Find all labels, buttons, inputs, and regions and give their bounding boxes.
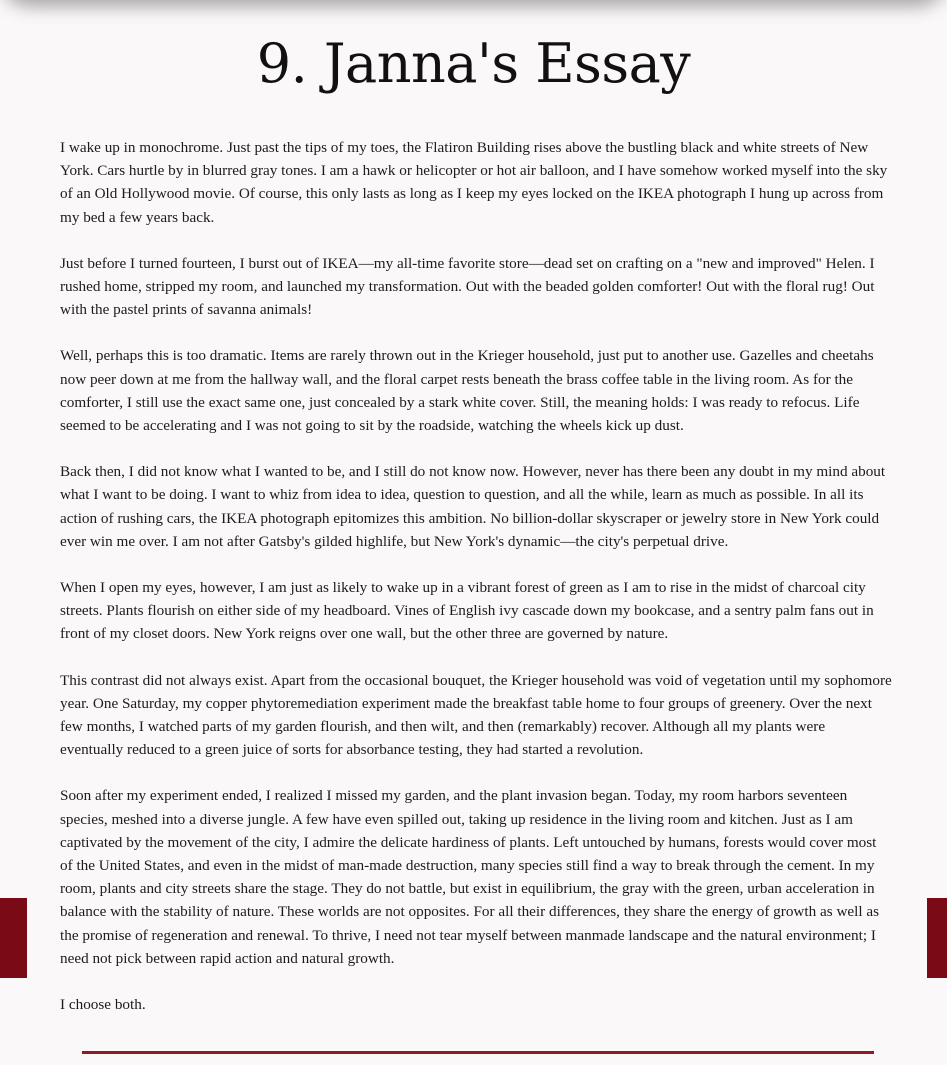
essay-paragraph: When I open my eyes, however, I am just as likely to wake up in a vibrant forest of green as I am to rise in the midst of charcoal city streets. Plants flourish on either side of my headboard. Vines of English ivy cascade down my bookcase, and a sentry palm fans out in front of my closet doors. New York reigns over one wall, but the other three are governed by nature. xyxy=(60,579,874,643)
essay-paragraph: Well, perhaps this is too dramatic. Items are rarely thrown out in the Krieger household, just put to another use. Gazelles and cheetahs now peer down at me from the hallway wall, and the floral carpet rests beneath the brass coffee table in the living room. As for the comforter, I still use the exact same one, just concealed by a stark white cover. Still, the meaning holds: I was ready to refocus. Life seemed to be accelerating and I was not going to sit by the roadside, watching the wheels kick up dust. xyxy=(60,347,874,435)
essay-paragraph: I wake up in monochrome. Just past the tips of my toes, the Flatiron Building rises above the bustling black and white streets of New York. Cars hurtle by in blurred gray tones. I am a hawk or helicopter or hot air balloon, and I have somehow worked myself into the sky of an Old Hollywood movie. Of course, this only lasts as long as I keep my eyes locked on the IKEA photograph I hung up across from my bed a few years back. xyxy=(60,139,888,226)
page-title: 9. Janna's Essay xyxy=(256,32,691,95)
right-side-tab[interactable] xyxy=(927,898,947,978)
essay-paragraph: Soon after my experiment ended, I realized I missed my garden, and the plant invasion began. Today, my room harbors seventeen species, meshed into a diverse jungle. A few have even spilled out, taking up residence in the living room and kitchen. Just as I am captivated by the movement of the city, I admire the delicate hardiness of plants. Left untouched by humans, forests would cover most of the United States, and even in the midst of man-made destruction, many species still find a way to break through the cement. In my room, plants and city streets share the stage. They do not battle, but exist in equilibrium, the gray with the green, urban acceleration in balance with the stability of nature. These worlds are not opposites. For all their differences, they share the energy of growth as well as the promise of regeneration and renewal. To thrive, I need not tear myself between manmade landscape and the natural environment; I need not pick between rapid action and natural growth. xyxy=(60,787,880,967)
essay-paragraph: Just before I turned fourteen, I burst out of IKEA—my all-time favorite store—dead set on crafting on a "new and improved" Helen. I rushed home, stripped my room, and launched my transformation. Out with the beaded golden comforter! Out with the floral rug! Out with the pastel prints of savanna animals! xyxy=(60,254,875,319)
bottom-divider xyxy=(82,1051,874,1054)
essay-paragraph: I choose both. xyxy=(60,996,146,1014)
essay-paragraph: Back then, I did not know what I wanted to be, and I still do not know now. However, never has there been any doubt in my mind about what I want to be doing. I want to whiz from idea to idea, question to question, and all the while, learn as much as possible. In all its action of rushing cars, the IKEA photograph epitomizes this ambition. No billion-dollar skyscraper or jewelry store in New York could ever win me over. I am not after Gatsby's gilded highlife, but New York's dynamic—the city's perpetual drive. xyxy=(60,463,886,550)
left-side-tab[interactable] xyxy=(0,898,27,978)
essay-body xyxy=(60,136,892,1039)
essay-paragraph: This contrast did not always exist. Apart from the occasional bouquet, the Krieger household was void of vegetation until my sophomore year. One Saturday, my copper phytoremediation experiment made the breakfast table home to four groups of greenery. Over the next few months, I watched parts of my garden flourish, and then wilt, and then (remarkably) recover. Although all my plants were eventually reduced to a green juice of sorts for absorbance testing, they had started a revolution. xyxy=(60,671,892,759)
